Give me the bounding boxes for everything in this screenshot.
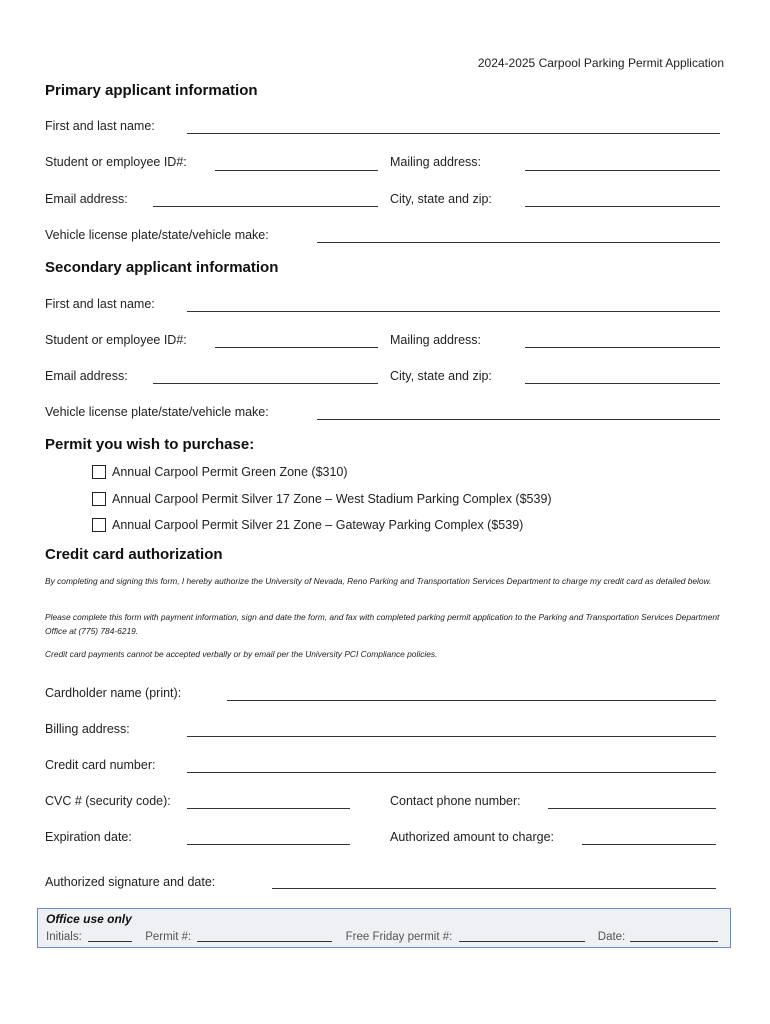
fax-instructions: Please complete this form with payment information, sign and date the form, and fax with completed parking permit application to the Parking and Transportation Services Department Office at (775) 784-6219. [45, 612, 720, 636]
office-use-row [46, 931, 718, 943]
primary-mailing-field[interactable] [525, 170, 720, 171]
primary-city-field[interactable] [525, 206, 720, 207]
authorization-notice: By completing and signing this form, I hereby authorize the University of Nevada, Reno Parking and Transportation Services Department to charge my credit card as detailed below. [45, 576, 712, 586]
secondary-name-field[interactable] [187, 311, 720, 312]
expiration-field[interactable] [187, 844, 350, 845]
cardholder-label: Cardholder name (print): [45, 686, 182, 700]
secondary-city-label: City, state and zip: [390, 369, 492, 383]
secondary-email-field[interactable] [153, 383, 378, 384]
secondary-city-field[interactable] [525, 383, 720, 384]
office-use-title: Office use only [46, 912, 132, 926]
primary-city-label: City, state and zip: [390, 192, 492, 206]
office-use-box [37, 908, 731, 948]
signature-label: Authorized signature and date: [45, 875, 216, 889]
permit-heading: Permit you wish to purchase: [45, 436, 255, 453]
amount-field[interactable] [582, 844, 716, 845]
primary-id-label: Student or employee ID#: [45, 155, 187, 169]
cardholder-field[interactable] [227, 700, 716, 701]
secondary-mailing-label: Mailing address: [390, 333, 482, 347]
permit-silver-17-checkbox[interactable] [92, 492, 106, 506]
permit-option-label: Annual Carpool Permit Silver 17 Zone – West Stadium Parking Complex ($539) [112, 492, 552, 506]
office-permit-field[interactable] [197, 941, 332, 942]
primary-id-field[interactable] [215, 170, 378, 171]
secondary-vehicle-field[interactable] [317, 419, 720, 420]
initials-label: Initials: [46, 931, 82, 943]
permit-green-checkbox[interactable] [92, 465, 106, 479]
amount-label: Authorized amount to charge: [390, 830, 554, 844]
initials-field[interactable] [88, 941, 132, 942]
primary-vehicle-label: Vehicle license plate/state/vehicle make: [45, 228, 269, 242]
cvc-label: CVC # (security code): [45, 794, 171, 808]
secondary-id-field[interactable] [215, 347, 378, 348]
primary-email-label: Email address: [45, 192, 128, 206]
primary-mailing-label: Mailing address: [390, 155, 482, 169]
secondary-email-label: Email address: [45, 369, 128, 383]
free-friday-permit-label: Free Friday permit #: [345, 931, 453, 943]
contact-phone-field[interactable] [548, 808, 716, 809]
billing-address-field[interactable] [187, 736, 716, 737]
credit-card-heading: Credit card authorization [45, 546, 223, 563]
billing-address-label: Billing address: [45, 722, 130, 736]
signature-field[interactable] [272, 888, 716, 889]
card-number-field[interactable] [187, 772, 716, 773]
office-date-label: Date: [597, 931, 626, 943]
permit-silver-21-checkbox[interactable] [92, 518, 106, 532]
office-date-field[interactable] [630, 941, 718, 942]
document-title: 2024-2025 Carpool Parking Permit Application [477, 56, 724, 70]
primary-name-field[interactable] [187, 133, 720, 134]
secondary-mailing-field[interactable] [525, 347, 720, 348]
permit-option-label: Annual Carpool Permit Silver 21 Zone – Gateway Parking Complex ($539) [112, 518, 524, 532]
primary-email-field[interactable] [153, 206, 378, 207]
expiration-label: Expiration date: [45, 830, 132, 844]
cvc-field[interactable] [187, 808, 350, 809]
free-friday-permit-field[interactable] [459, 941, 585, 942]
permit-option-label: Annual Carpool Permit Green Zone ($310) [112, 465, 348, 479]
secondary-vehicle-label: Vehicle license plate/state/vehicle make: [45, 405, 269, 419]
pci-policy-notice: Credit card payments cannot be accepted verbally or by email per the University PCI Compliance policies. [45, 649, 438, 659]
primary-applicant-heading: Primary applicant information [45, 82, 258, 99]
primary-vehicle-field[interactable] [317, 242, 720, 243]
primary-name-label: First and last name: [45, 119, 155, 133]
contact-phone-label: Contact phone number: [390, 794, 521, 808]
office-permit-label: Permit #: [145, 931, 192, 943]
secondary-name-label: First and last name: [45, 297, 155, 311]
secondary-applicant-heading: Secondary applicant information [45, 259, 279, 276]
secondary-id-label: Student or employee ID#: [45, 333, 187, 347]
card-number-label: Credit card number: [45, 758, 156, 772]
